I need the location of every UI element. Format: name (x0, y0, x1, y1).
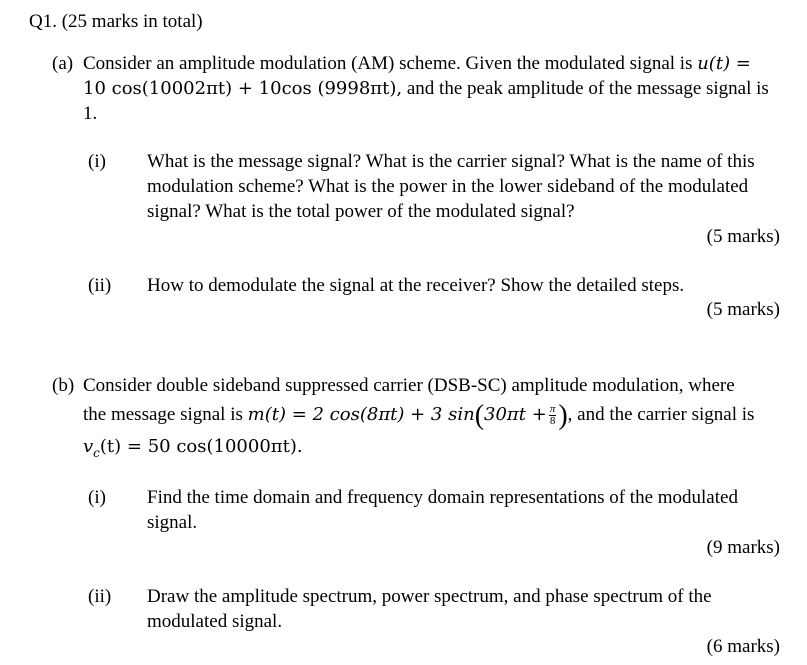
part-a-item-1-marks: (5 marks) (706, 226, 780, 247)
part-b-intro-text-2a: the message signal is (83, 404, 243, 425)
part-b-intro-text-2b: , and the carrier signal is (567, 404, 755, 425)
pi-over-8-fraction (549, 404, 557, 427)
part-a-equation-u: u(t) = (697, 53, 751, 74)
fraction-numerator: π (549, 403, 556, 416)
part-b-item-2-marks: (6 marks) (706, 636, 780, 657)
part-b-item-1-line-1: Find the time domain and frequency domain representations of the modulated (147, 487, 738, 508)
part-b-message-equation: m(t) = 2 cos(8πt) + 3 sin (247, 404, 475, 425)
part-b-item-1-label: (i) (88, 487, 106, 508)
part-b-item-2-line-1: Draw the amplitude spectrum, power spectrum, and phase spectrum of the (147, 586, 712, 607)
part-a-item-1-line-3: signal? What is the total power of the modulated signal? (147, 201, 575, 222)
part-a-intro-line-3: 1. (83, 103, 98, 124)
fraction-denominator: 8 (549, 415, 556, 428)
part-a-item-1-label: (i) (88, 151, 106, 172)
part-a-item-1-line-1: What is the message signal? What is the carrier signal? What is the name of this (147, 151, 755, 172)
part-b-item-2-label: (ii) (88, 586, 112, 607)
part-b-item-1-line-2: signal. (147, 512, 198, 533)
part-a-intro-text-2: and the peak amplitude of the message signal is (406, 78, 769, 99)
part-b-label: (b) (52, 375, 75, 396)
part-b-carrier-subscript: c (93, 445, 100, 460)
part-a-item-2-marks: (5 marks) (706, 299, 780, 320)
part-b-carrier-equation: (t) = 50 cos(10000πt). (99, 436, 303, 457)
left-paren-icon: ( (474, 400, 485, 431)
part-a-equation-value: 10 cos(10002πt) + 10cos (9998πt), (83, 78, 403, 99)
part-a-item-2-label: (ii) (88, 275, 112, 296)
part-a-intro-text-1: Consider an amplitude modulation (AM) scheme. Given the modulated signal is (83, 53, 693, 74)
question-title: Q1. (25 marks in total) (29, 11, 203, 32)
part-b-intro-line-3 (83, 434, 303, 466)
part-b-message-argument: 30πt + (484, 404, 547, 425)
part-a-intro-line-2 (83, 76, 781, 102)
right-paren-icon: ) (558, 400, 568, 431)
part-a-item-1-line-2: modulation scheme? What is the power in the lower sideband of the modulated (147, 176, 749, 197)
part-b-item-2-line-2: modulated signal. (147, 611, 283, 632)
part-b-intro-line-2 (83, 400, 781, 431)
part-b-carrier-symbol: v (83, 436, 94, 457)
part-b-intro-line-1: Consider double sideband suppressed carrier (DSB-SC) amplitude modulation, where (83, 375, 735, 396)
part-a-label: (a) (52, 53, 74, 74)
part-b-item-1-marks: (9 marks) (706, 537, 780, 558)
part-a-item-2-line-1: How to demodulate the signal at the receiver? Show the detailed steps. (147, 275, 685, 296)
part-a-intro-line-1 (83, 51, 781, 77)
